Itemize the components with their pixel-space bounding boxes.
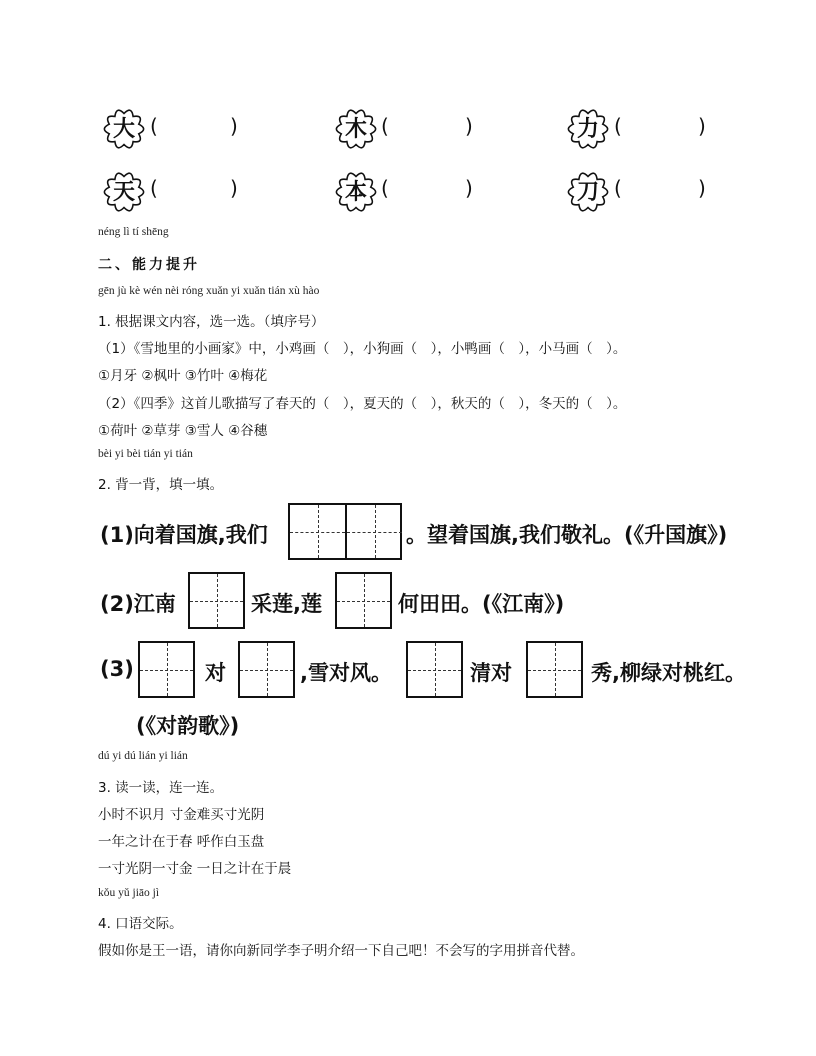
- answer-paren-open: (: [150, 114, 158, 138]
- answer-paren-close: ): [230, 114, 238, 138]
- q2-title: 2. 背一背，填一填。: [98, 477, 224, 493]
- writing-box[interactable]: [526, 641, 583, 698]
- q1-line1: （1）《雪地里的小画家》中，小鸡画（ ），小狗画（ ），小鸭画（ ），小马画（ ）。: [98, 341, 627, 357]
- q2-pinyin: bèi yi bèi tián yi tián: [98, 448, 193, 460]
- q1-options1: ①月牙 ②枫叶 ③竹叶 ④梅花: [98, 368, 268, 384]
- poem-line2-end: 何田田。(《江南》): [398, 592, 565, 616]
- flower-char-badge: [102, 170, 146, 214]
- poem-line3-part3: 清对: [470, 661, 512, 685]
- writing-box[interactable]: [138, 641, 195, 698]
- answer-paren-close: ): [465, 176, 473, 200]
- writing-box-double[interactable]: [288, 503, 402, 560]
- q4-pinyin: kǒu yǔ jiāo jì: [98, 887, 160, 899]
- flower-char-badge: [566, 170, 610, 214]
- poem-line3-part4: 秀,柳绿对桃红。: [591, 661, 746, 685]
- writing-box[interactable]: [188, 572, 245, 629]
- writing-box[interactable]: [335, 572, 392, 629]
- poem-line1-end: 。望着国旗,我们敬礼。(《升国旗》): [406, 523, 728, 547]
- answer-paren-open: (: [614, 114, 622, 138]
- poem-line3-num: (3): [100, 657, 134, 681]
- poem-line2-start: (2)江南: [100, 592, 176, 616]
- poem-line2-mid: 采莲,莲: [251, 592, 322, 616]
- writing-box[interactable]: [238, 641, 295, 698]
- answer-paren-close: ): [465, 114, 473, 138]
- answer-paren-open: (: [150, 176, 158, 200]
- q1-pinyin: gēn jù kè wén nèi róng xuǎn yi xuǎn tián xù hào: [98, 285, 320, 297]
- flower-char: 天: [112, 179, 135, 205]
- flower-char-badge: [334, 107, 378, 151]
- answer-paren-open: (: [381, 114, 389, 138]
- q3-title: 3. 读一读，连一连。: [98, 780, 224, 796]
- match-row: 一年之计在于春 呼作白玉盘: [98, 834, 265, 850]
- flower-char: 刀: [576, 179, 599, 205]
- q1-options2: ①荷叶 ②草芽 ③雪人 ④谷穗: [98, 423, 268, 439]
- answer-paren-close: ): [698, 114, 706, 138]
- q1-line2: （2）《四季》这首儿歌描写了春天的（ ），夏天的（ ），秋天的（ ），冬天的（ ）。: [98, 396, 627, 412]
- q3-pinyin: dú yi dú lián yi lián: [98, 750, 188, 762]
- flower-char: 大: [112, 116, 135, 142]
- section-title: 二、能力提升: [98, 257, 200, 273]
- poem-line1-start: (1)向着国旗,我们: [100, 523, 268, 547]
- flower-char-badge: [334, 170, 378, 214]
- answer-paren-open: (: [614, 176, 622, 200]
- match-row: 一寸光阴一寸金 一日之计在于晨: [98, 861, 292, 877]
- flower-char-badge: [566, 107, 610, 151]
- answer-paren-close: ): [698, 176, 706, 200]
- section-pinyin: néng lì tí shēng: [98, 226, 169, 238]
- answer-paren-open: (: [381, 176, 389, 200]
- flower-char: 力: [576, 116, 599, 142]
- writing-box[interactable]: [406, 641, 463, 698]
- answer-paren-close: ): [230, 176, 238, 200]
- poem-line3-source: (《对韵歌》): [136, 714, 240, 738]
- flower-char: 木: [344, 116, 367, 142]
- poem-line3-part2: ,雪对风。: [300, 661, 392, 685]
- poem-line3-part1: 对: [205, 661, 226, 685]
- match-row: 小时不识月 寸金难买寸光阴: [98, 807, 265, 823]
- q4-text: 假如你是王一语，请你向新同学李子明介绍一下自己吧！不会写的字用拼音代替。: [98, 943, 584, 959]
- q4-title: 4. 口语交际。: [98, 916, 183, 932]
- q1-title: 1. 根据课文内容，选一选。（填序号）: [98, 314, 325, 330]
- flower-char-badge: [102, 107, 146, 151]
- flower-char: 本: [344, 179, 367, 205]
